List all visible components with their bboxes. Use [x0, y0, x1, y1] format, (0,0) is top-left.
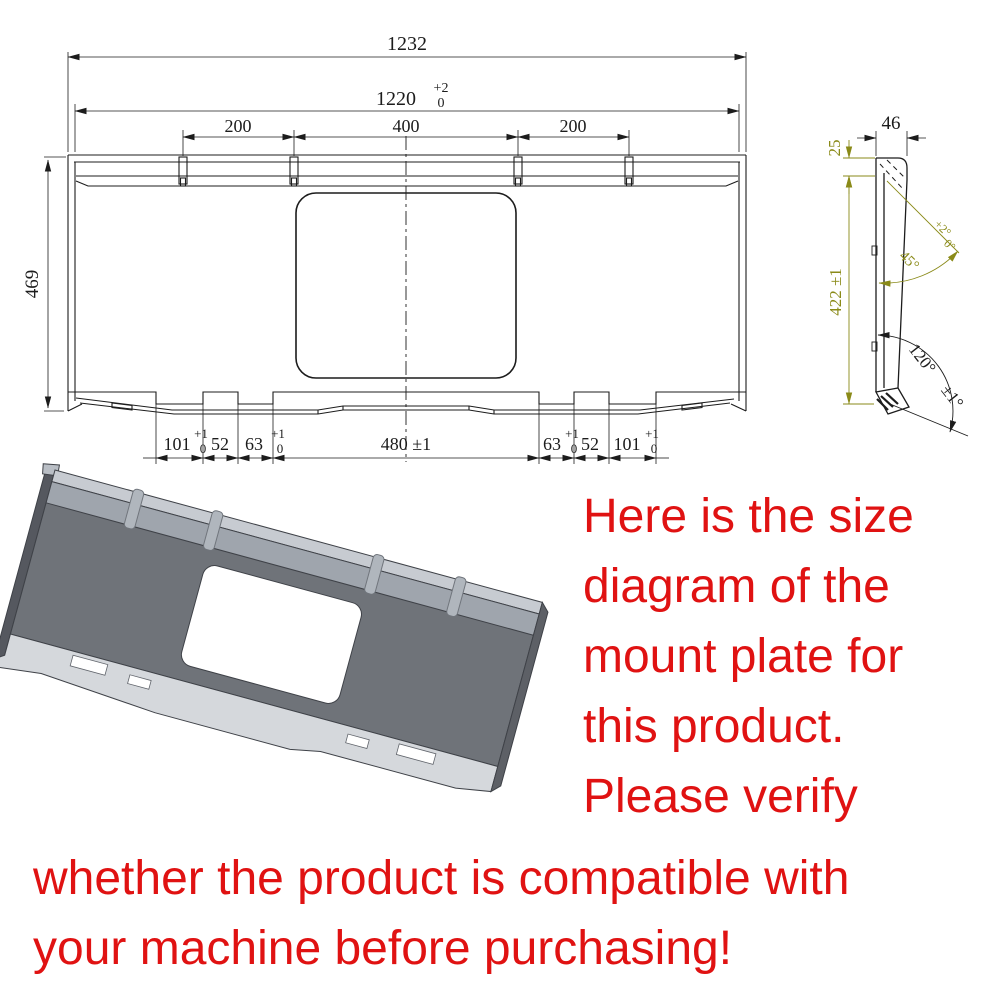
dim-bottom-angle-tol: ±1° — [937, 381, 968, 413]
annotation-line: diagram of the — [583, 560, 890, 613]
render-3d — [0, 461, 552, 805]
dim-bottom-63-left-tol-up: +1 — [271, 426, 285, 441]
dim-bottom-63-right-tol-dn: 0 — [570, 441, 578, 456]
side-view-drawing — [825, 113, 968, 436]
dim-total-width: 1232 — [387, 33, 427, 55]
dim-body-width-tol-dn: 0 — [437, 96, 445, 111]
dim-bottom-480: 480 ±1 — [380, 434, 432, 454]
bottom-notched-edge — [68, 392, 746, 404]
dim-body-width-tol-up: +2 — [433, 81, 449, 96]
dim-bevel-angle: 45° — [895, 248, 922, 275]
dim-lip-height: 25 — [825, 139, 844, 157]
dim-bottom-angle: 120° — [904, 340, 940, 378]
dim-bottom-101-right: 101 — [613, 434, 641, 454]
annotation-line: whether the product is compatible with — [33, 852, 850, 905]
dim-bottom-63-right: 63 — [543, 434, 561, 454]
annotation-bottom-text — [33, 844, 849, 984]
dim-bottom-101-right-tol-up: +1 — [645, 426, 659, 441]
dim-body-width: 1220 — [376, 88, 416, 110]
dim-lug-spacing-left: 200 — [224, 116, 252, 136]
annotation-side-text — [583, 482, 914, 832]
annotation-line: your machine before purchasing! — [33, 922, 733, 975]
dim-bottom-101-left-tol-dn: 0 — [199, 441, 207, 456]
dim-plate-height: 469 — [22, 269, 43, 299]
annotation-line: mount plate for — [583, 630, 904, 683]
dim-bottom-52-left: 52 — [211, 434, 229, 454]
front-view-dimensions — [44, 52, 746, 464]
bottom-flange-lines — [68, 398, 746, 414]
dim-bottom-52-right: 52 — [581, 434, 599, 454]
dim-side-height: 422 ±1 — [826, 268, 845, 316]
dim-lug-spacing-right: 200 — [559, 116, 587, 136]
dim-lug-spacing-center: 400 — [392, 116, 420, 136]
annotation-line: Here is the size — [583, 490, 914, 543]
dim-bottom-101-left: 101 — [163, 434, 191, 454]
dim-bevel-angle-tol-dn: 0° — [941, 236, 959, 254]
annotation-line: this product. — [583, 700, 845, 753]
annotation-line: Please verify — [583, 770, 858, 823]
dim-bottom-101-left-tol-up: +1 — [194, 426, 208, 441]
dim-bottom-63-left-tol-dn: 0 — [276, 441, 284, 456]
dim-bottom-63-right-tol-up: +1 — [565, 426, 579, 441]
dim-bevel-angle-tol-up: +2° — [931, 216, 954, 240]
dim-side-width: 46 — [881, 113, 901, 134]
dim-bottom-63-left: 63 — [245, 434, 263, 454]
front-view-drawing — [68, 136, 746, 462]
dim-bottom-101-right-tol-dn: 0 — [650, 441, 658, 456]
